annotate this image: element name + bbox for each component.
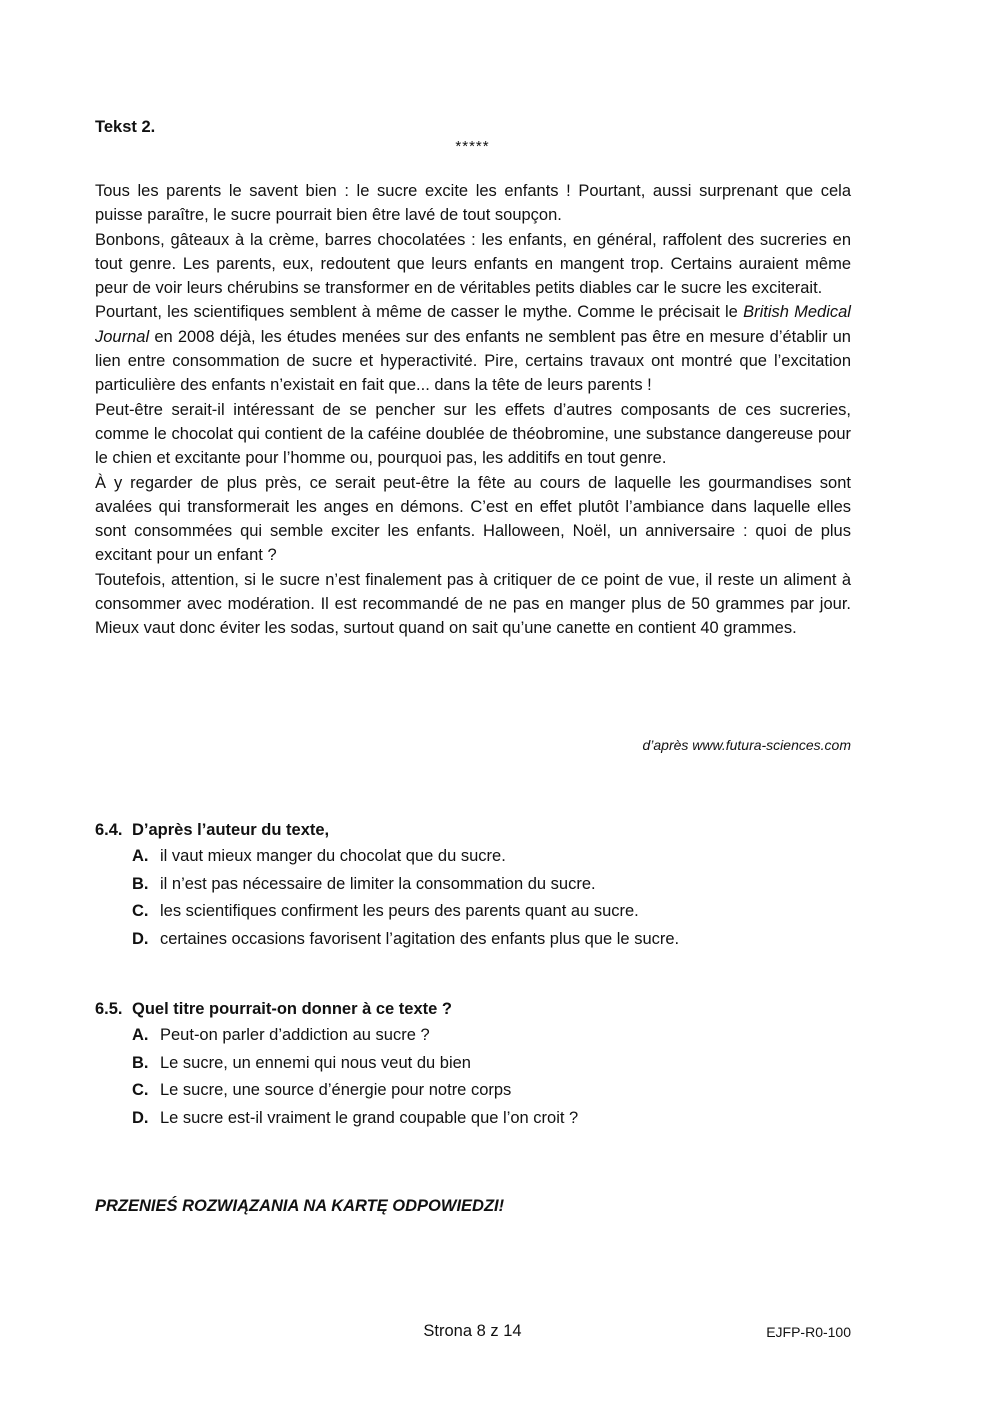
option-text: il n’est pas nécessaire de limiter la consommation du sucre. [160, 874, 596, 893]
option-letter: D. [132, 1108, 149, 1127]
option-c[interactable] [95, 898, 679, 926]
paragraph-3 [95, 300, 851, 397]
paragraph-1: Tous les parents le savent bien : le sucre excite les enfants ! Pourtant, aussi surprenant que cela puisse paraître, le sucre pourrait bien être lavé de tout soupçon. [95, 182, 851, 225]
exam-code: EJFP-R0-100 [766, 1324, 851, 1340]
option-letter: B. [132, 874, 149, 893]
option-letter: C. [132, 902, 149, 921]
option-d[interactable] [95, 926, 679, 954]
question-prompt: D’après l’auteur du texte, [132, 821, 330, 839]
option-letter: A. [132, 847, 149, 865]
option-text: certaines occasions favorisent l’agitation des enfants plus que le sucre. [160, 929, 680, 948]
option-a[interactable] [95, 843, 679, 871]
option-letter: D. [132, 929, 149, 948]
question-prompt: Quel titre pourrait-on donner à ce texte ? [132, 1000, 452, 1018]
source-citation: d’après www.futura-sciences.com [642, 737, 851, 753]
paragraph-6: Toutefois, attention, si le sucre n’est finalement pas à critiquer de ce point de vue, il reste un aliment à consommer avec modération. Il est recommandé de ne pas en manger plus de 50 grammes par jour. Mieux vaut donc éviter les sodas, surtout quand on sait qu’une canette en contient 40 grammes. [95, 570, 851, 638]
option-a[interactable] [95, 1022, 578, 1050]
article-body [95, 179, 851, 641]
separator: ***** [455, 138, 490, 155]
option-b[interactable] [95, 1050, 578, 1078]
paragraph-2: Bonbons, gâteaux à la crème, barres chocolatées : les enfants, en général, raffolent des sucreries en tout genre. Les parents, eux, redoutent que leurs enfants en mangent trop. Certains auraient même peur de voir leurs chérubins se transformer en de véritables petits diables car le sucre les exciterait. [95, 230, 851, 298]
answer-options [95, 1022, 578, 1132]
paragraph-3-start: Pourtant, les scientifiques semblent à même de casser le mythe. Comme le précisait le [95, 303, 744, 322]
option-c[interactable] [95, 1077, 578, 1105]
option-text: les scientifiques confirment les peurs des parents quant au sucre. [160, 902, 639, 921]
question-number: 6.4. [95, 821, 123, 839]
option-text: Peut-on parler d’addiction au sucre ? [160, 1026, 430, 1044]
option-letter: B. [132, 1053, 149, 1072]
transfer-answers-notice: PRZENIEŚ ROZWIĄZANIA NA KARTĘ ODPOWIEDZI! [95, 1197, 505, 1215]
page-number: Strona 8 z 14 [423, 1322, 522, 1340]
option-text: Le sucre est-il vraiment le grand coupable que l’on croit ? [160, 1108, 579, 1127]
option-text: Le sucre, une source d’énergie pour notre corps [160, 1081, 512, 1100]
text-heading: Tekst 2. [95, 118, 156, 136]
option-letter: C. [132, 1081, 149, 1100]
option-d[interactable] [95, 1105, 578, 1133]
question-6-4 [95, 817, 679, 953]
question-header [95, 817, 679, 843]
paragraph-5: À y regarder de plus près, ce serait peut-être la fête au cours de laquelle les gourmandises sont avalées qui transformerait les anges en démons. C’est en effet plutôt l’ambiance dans laquelle elles sont consommées qui semble exciter les enfants. Halloween, Noël, un anniversaire : quoi de plus excitant pour un enfant ? [95, 473, 851, 565]
paragraph-3-end: en 2008 déjà, les études menées sur des enfants ne semblent pas être en mesure d’établir un lien entre consommation de sucre et hyperactivité. Pire, certains travaux ont montré que l’excitation particulière des enfants n’existait en fait que... dans la tête de leurs parents ! [95, 327, 851, 395]
question-header [95, 996, 578, 1022]
option-text: Le sucre, un ennemi qui nous veut du bien [160, 1053, 471, 1072]
option-b[interactable] [95, 871, 679, 899]
option-letter: A. [132, 1026, 149, 1044]
paragraph-4: Peut-être serait-il intéressant de se pencher sur les effets d’autres composants de ces sucreries, comme le chocolat qui contient de la caféine doublée de théobromine, une substance dangereuse pour le chien et excitante pour l’homme ou, pourquoi pas, les additifs en tout genre. [95, 400, 851, 468]
answer-options [95, 843, 679, 953]
journal-name: British Medical Journal [95, 303, 851, 346]
question-6-5 [95, 996, 578, 1132]
option-text: il vaut mieux manger du chocolat que du sucre. [160, 847, 506, 865]
question-number: 6.5. [95, 1000, 123, 1018]
